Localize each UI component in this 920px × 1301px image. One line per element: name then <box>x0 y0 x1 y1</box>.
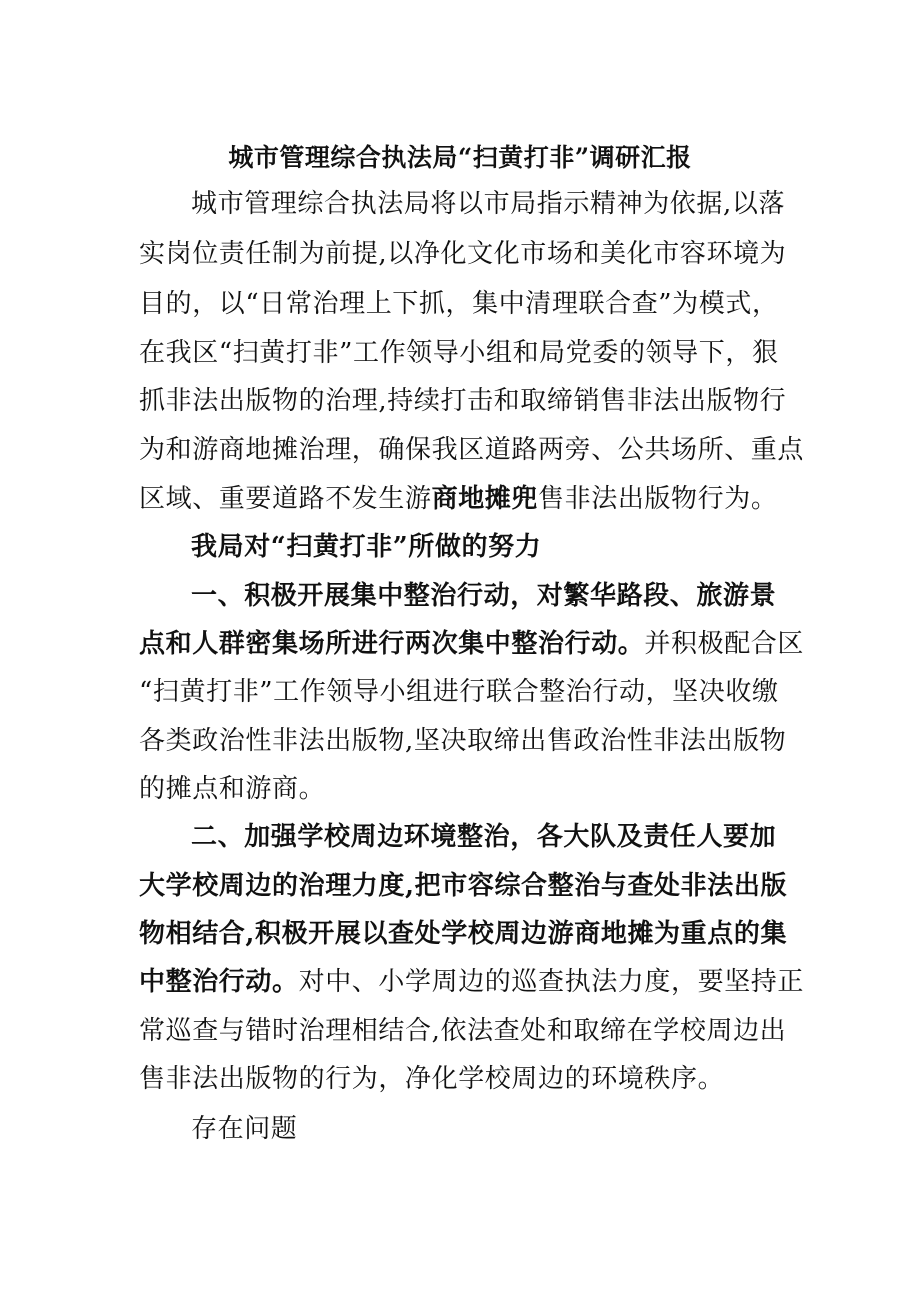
section-heading-problems: 存在问题 <box>191 1114 298 1144</box>
item1-line-4: 各类政治性非法出版物,坚决取缔出售政治性非法出版物 <box>139 726 787 756</box>
intro-line-7-c: 售非法出版物行为。 <box>538 484 778 514</box>
item2-heading-line-1: 二、加强学校周边环境整治，各大队及责任人要加 <box>191 822 777 852</box>
intro-line-2: 实岗位责任制为前提,以净化文化市场和美化市容环境为 <box>139 239 787 269</box>
item1-line-2-tail: 并积极配合区 <box>644 629 805 659</box>
item1-line-2 <box>139 624 804 664</box>
item2-heading-line-3: 物相结合,积极开展以查处学校周边游商地摊为重点的集 <box>139 919 788 949</box>
section-heading-efforts: 我局对“扫黄打非”所做的努力 <box>191 532 542 562</box>
item1-line-3: “扫黄打非”工作领导小组进行联合整治行动，坚决收缴 <box>139 677 779 707</box>
item2-line-5: 常巡查与错时治理相结合,依法查处和取缔在学校周边出 <box>139 1016 787 1046</box>
intro-line-5: 抓非法出版物的治理,持续打击和取缔销售非法出版物行 <box>139 386 787 416</box>
intro-line-1: 城市管理综合执法局将以市局指示精神为依据,以落 <box>191 189 786 219</box>
document-title: 城市管理综合执法局“扫黄打非”调研汇报 <box>228 143 692 172</box>
item2-line-4-tail: 对中、小学周边的巡查执法力度，要坚持正 <box>298 967 805 997</box>
intro-line-3: 目的，以“日常治理上下抓，集中清理联合查”为模式， <box>139 289 779 319</box>
intro-line-4: 在我区“扫黄打非”工作领导小组和局党委的领导下，狠 <box>139 338 779 368</box>
item2-line-6: 售非法出版物的行为，净化学校周边的环境秩序。 <box>139 1064 725 1094</box>
item2-heading-line-2: 大学校周边的治理力度,把市容综合整治与查处非法出版 <box>139 871 788 901</box>
item2-line-4 <box>139 962 804 1002</box>
item1-heading-line-2: 点和人群密集场所进行两次集中整治行动。 <box>139 629 645 659</box>
intro-line-7 <box>139 479 777 519</box>
intro-line-7-bold: 商地摊兜 <box>431 484 539 514</box>
item1-line-5: 的摊点和游商。 <box>139 774 326 804</box>
intro-line-6: 为和游商地摊治理，确保我区道路两旁、公共场所、重点 <box>139 435 805 465</box>
intro-line-7-a: 区域、重要道路不发生游 <box>139 484 432 514</box>
item2-heading-line-4: 中整治行动。 <box>139 967 299 997</box>
item1-heading-line-1: 一、积极开展集中整治行动，对繁华路段、旅游景 <box>191 581 777 611</box>
